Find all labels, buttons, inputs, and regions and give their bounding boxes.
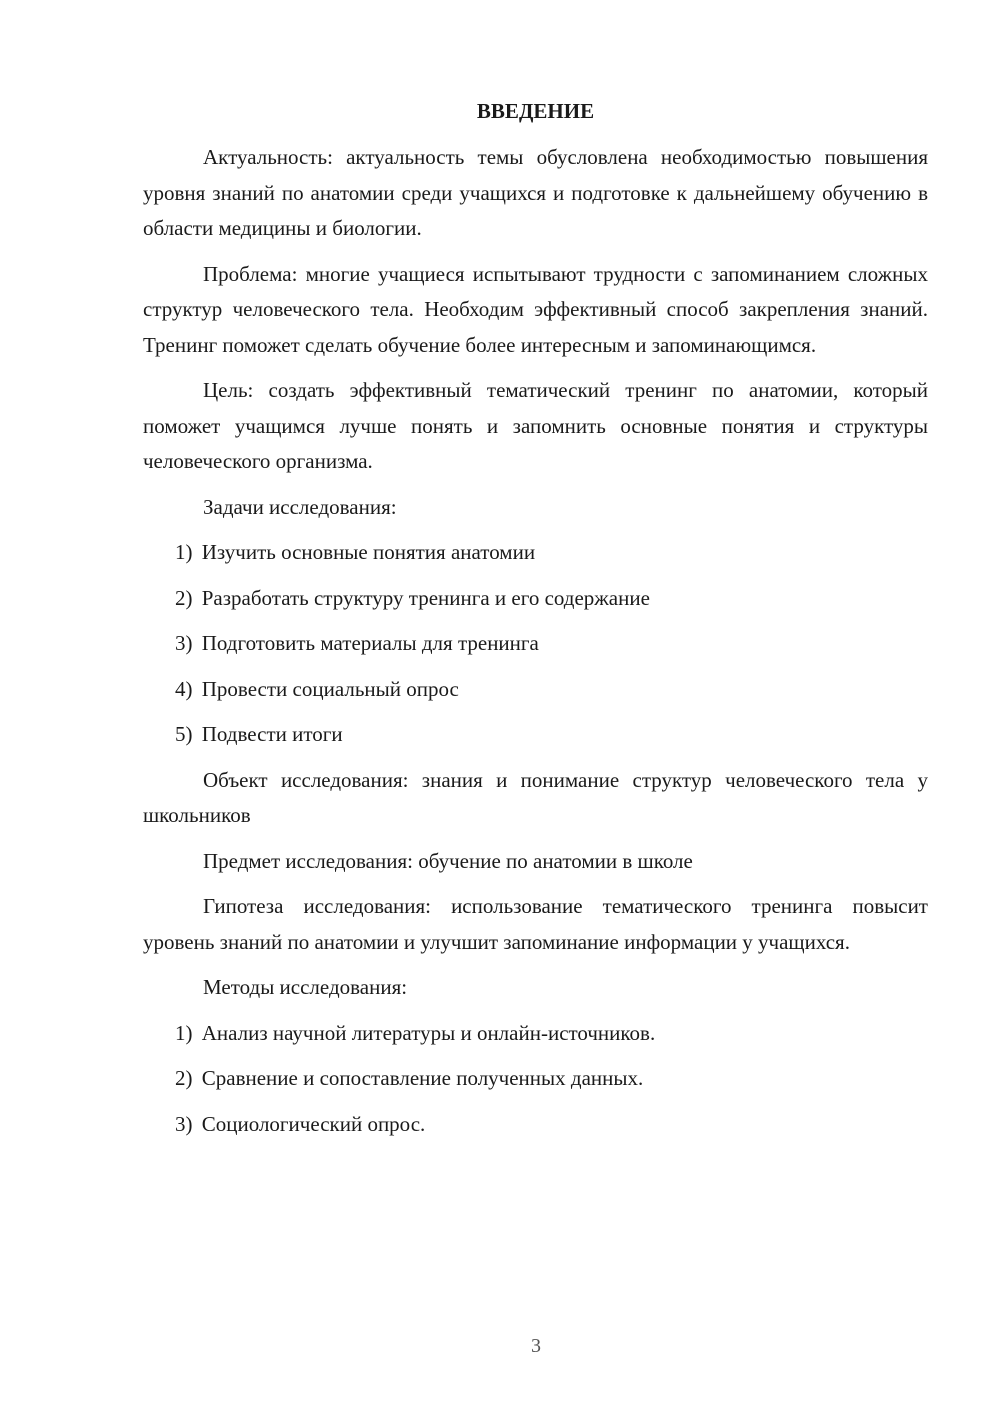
tasks-intro: Задачи исследования: <box>203 494 397 519</box>
list-item-text: Изучить основные понятия анатомии <box>201 540 536 564</box>
list-item-text: Разработать структуру тренинга и его содержание <box>201 585 650 610</box>
list-item-number: 3) <box>175 631 193 655</box>
list-item <box>143 717 928 753</box>
problem-paragraph: Проблема: многие учащиеся испытывают трудности с запоминанием сложных структур человеческого тела. Необходим эффективный способ закрепления знаний. Тренинг поможет сделать обучение более интересным и запоминающимся. <box>143 261 928 357</box>
list-item <box>143 535 928 571</box>
list-item <box>143 1061 928 1097</box>
list-item <box>143 1107 928 1143</box>
page-number: 3 <box>531 1335 541 1357</box>
list-item <box>143 581 928 617</box>
goal-paragraph: Цель: создать эффективный тематический тренинг по анатомии, который поможет учащимся лучше понять и запомнить основные понятия и структуры человеческого организма. <box>143 378 928 473</box>
page-content <box>143 96 928 1152</box>
list-item <box>143 1016 928 1052</box>
list-item-number: 2) <box>175 1066 193 1090</box>
list-item-number: 2) <box>175 585 193 610</box>
tasks-list <box>143 535 928 753</box>
list-item-number: 3) <box>175 1111 193 1136</box>
list-item <box>143 672 928 708</box>
list-item-text: Подготовить материалы для тренинга <box>201 631 539 655</box>
list-item-number: 5) <box>175 722 193 746</box>
list-item-number: 1) <box>175 540 193 564</box>
list-item-number: 1) <box>175 1020 193 1045</box>
list-item-text: Сравнение и сопоставление полученных данных. <box>201 1066 644 1090</box>
list-item-text: Социологический опрос. <box>201 1111 426 1136</box>
subject-paragraph: Предмет исследования: обучение по анатомии в школе <box>203 848 693 873</box>
methods-list <box>143 1016 928 1143</box>
list-item-text: Подвести итоги <box>201 722 343 746</box>
methods-intro: Методы исследования: <box>203 975 408 999</box>
hypothesis-paragraph: Гипотеза исследования: использование тематического тренинга повысит уровень знаний по анатомии и улучшит запоминание информации у учащихся. <box>143 894 928 954</box>
list-item <box>143 626 928 662</box>
list-item-text: Анализ научной литературы и онлайн-источников. <box>201 1020 656 1045</box>
list-item-text: Провести социальный опрос <box>201 676 459 701</box>
section-heading: ВВЕДЕНИЕ <box>476 99 595 123</box>
object-paragraph: Объект исследования: знания и понимание структур человеческого тела у школьников <box>143 767 928 827</box>
relevance-paragraph: Актуальность: актуальность темы обусловлена необходимостью повышения уровня знаний по анатомии среди учащихся и подготовке к дальнейшему обучению в области медицины и биологии. <box>143 145 928 240</box>
list-item-number: 4) <box>175 676 193 701</box>
